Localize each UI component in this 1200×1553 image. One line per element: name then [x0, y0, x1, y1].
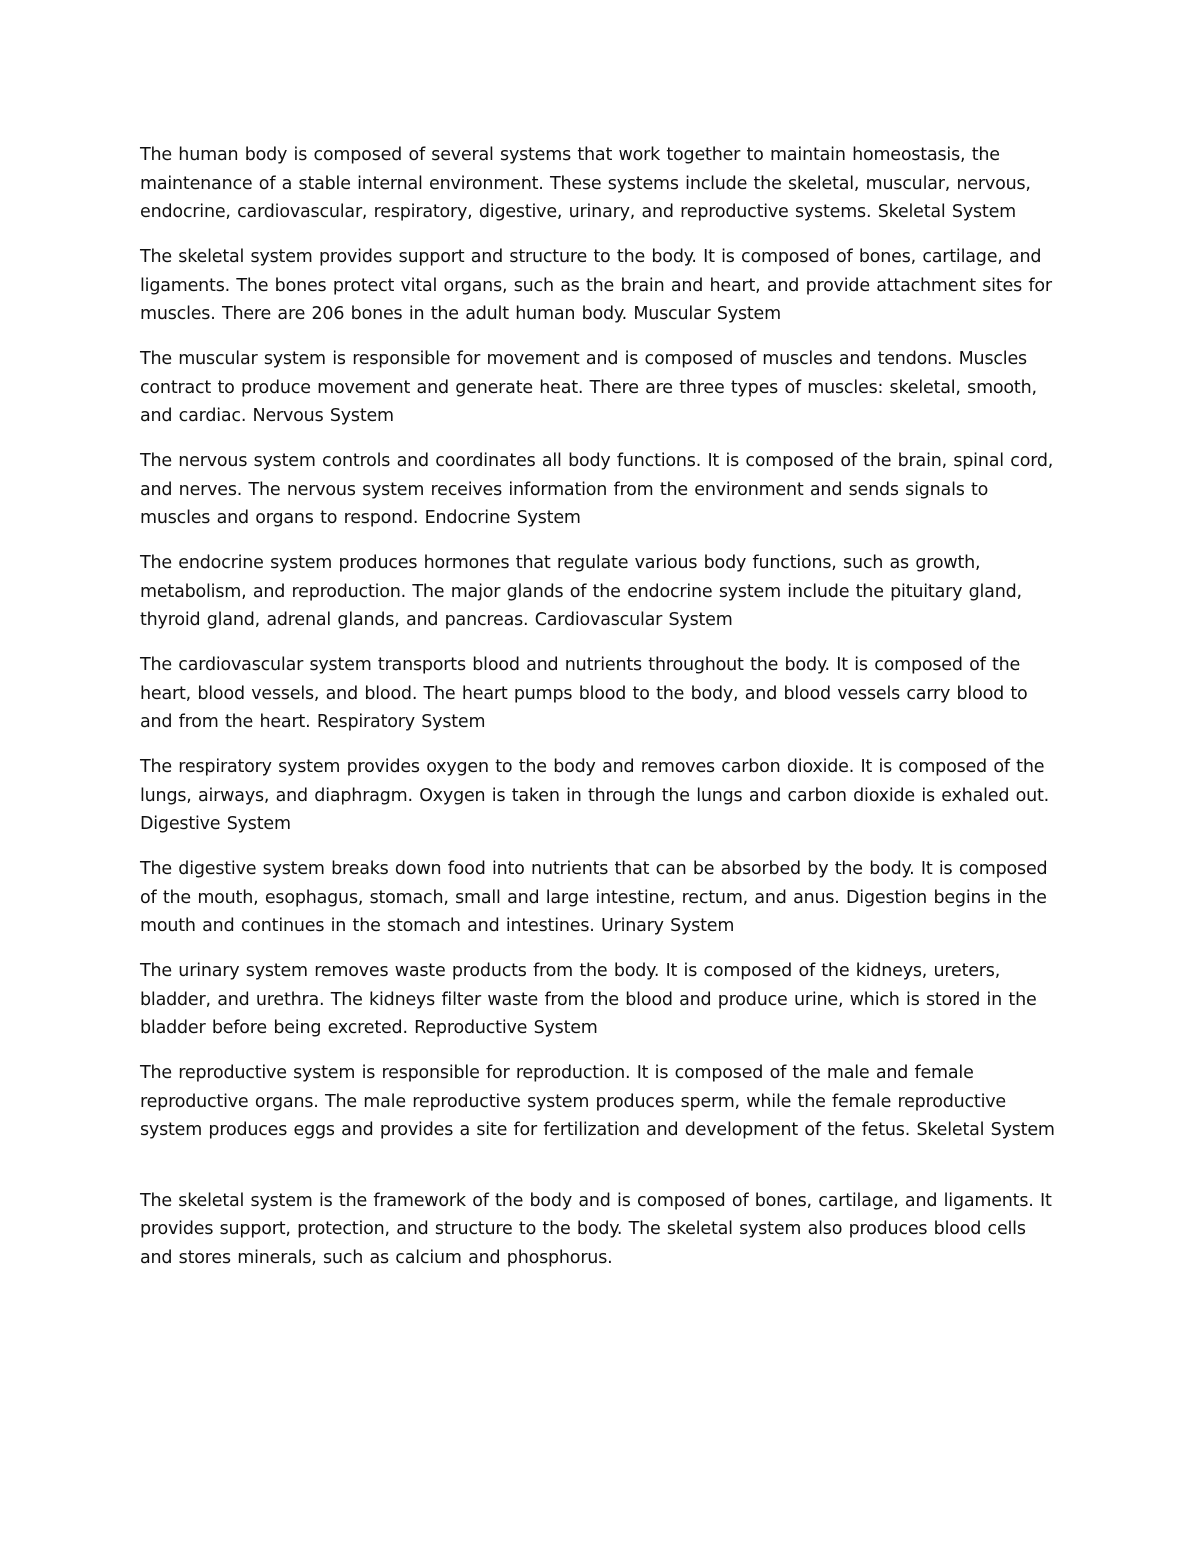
paragraph-urinary: The urinary system removes waste products from the body. It is composed of the kidneys, ureters, bladder, and urethra. The kidneys filter waste from the blood and produce urine, which is stored in the bladder before being excreted. Reproductive System: [140, 961, 1037, 1038]
paragraph-skeletal-framework: The skeletal system is the framework of the body and is composed of bones, cartilage, and ligaments. It provides support, protection, and structure to the body. The skeletal system also produces blood cells and stores minerals, such as calcium and phosphorus.: [140, 1190, 1052, 1268]
paragraph-endocrine: The endocrine system produces hormones that regulate various body functions, such as growth, metabolism, and reproduction. The major glands of the endocrine system include the pituitary gland, thyroid gland, adrenal glands, and pancreas. Cardiovascular System: [140, 553, 1022, 630]
document-body: [140, 141, 1062, 1289]
paragraph-respiratory: The respiratory system provides oxygen to the body and removes carbon dioxide. It is composed of the lungs, airways, and diaphragm. Oxygen is taken in through the lungs and carbon dioxide is exhaled out. Digestive System: [140, 757, 1050, 834]
paragraph-digestive: The digestive system breaks down food into nutrients that can be absorbed by the body. It is composed of the mouth, esophagus, stomach, small and large intestine, rectum, and anus. Digestion begins in the mouth and continues in the stomach and intestines. Urinary System: [140, 859, 1048, 936]
paragraph-muscular: The muscular system is responsible for movement and is composed of muscles and tendons. Muscles contract to produce movement and generate heat. There are three types of muscles: skeletal, smooth, and cardiac. Nervous System: [140, 349, 1037, 426]
paragraph-skeletal: The skeletal system provides support and structure to the body. It is composed of bones, cartilage, and ligaments. The bones protect vital organs, such as the brain and heart, and provide attachment sites for muscles. There are 206 bones in the adult human body. Muscular System: [140, 247, 1052, 324]
paragraph-intro: The human body is composed of several systems that work together to maintain homeostasis, the maintenance of a stable internal environment. These systems include the skeletal, muscular, nervous, endocrine, cardiovascular, respiratory, digestive, urinary, and reproductive systems. Skeletal System: [140, 145, 1031, 222]
paragraph-nervous: The nervous system controls and coordinates all body functions. It is composed of the brain, spinal cord, and nerves. The nervous system receives information from the environment and sends signals to muscles and organs to respond. Endocrine System: [140, 451, 1054, 528]
paragraph-reproductive: The reproductive system is responsible for reproduction. It is composed of the male and female reproductive organs. The male reproductive system produces sperm, while the female reproductive system produces eggs and provides a site for fertilization and development of the fetus. Skeletal System: [140, 1063, 1055, 1140]
paragraph-cardiovascular: The cardiovascular system transports blood and nutrients throughout the body. It is composed of the heart, blood vessels, and blood. The heart pumps blood to the body, and blood vessels carry blood to and from the heart. Respiratory System: [140, 655, 1028, 732]
